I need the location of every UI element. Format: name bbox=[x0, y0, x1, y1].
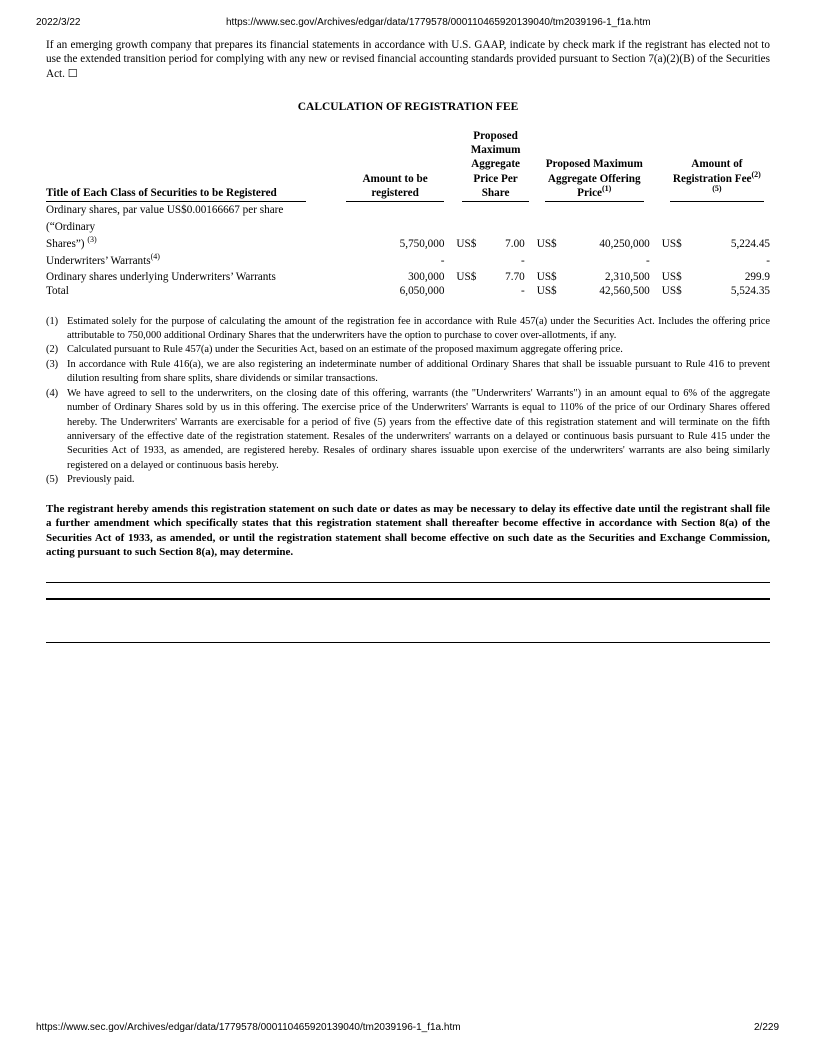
row-fee: 5,524.35 bbox=[730, 284, 770, 297]
footnote: (2) Calculated pursuant to Rule 457(a) under the Securities Act, based on an estimate of the proposed maximum aggregate offering price. bbox=[46, 344, 623, 356]
header-title: Title of Each Class of Securities to be Registered bbox=[46, 129, 306, 202]
row-amount: 6,050,000 bbox=[399, 284, 445, 297]
table-header-row bbox=[46, 129, 770, 202]
row-amount: 300,000 bbox=[408, 270, 445, 283]
row-fee: 299.9 bbox=[744, 270, 770, 283]
table-row bbox=[46, 270, 770, 284]
footnote: (4) We have agreed to sell to the underwriters, on the closing date of this offering, warrants (the "Underwriters' Warrants") in an amount equal to 6% of the aggregate number of Ordinary Shares sold by us in this offering. The exercise price of the Underwriters' Warrants is equal to 110% of the price of our Ordinary Shares offered hereby. The Underwriters' Warrants are exercisable for a period of five (5) years from the effective date of this registration statement and will terminate on the fifth anniversary of the effective date of the registration statement. Resales of the underwriters' warrants on a delayed or continuous basis pursuant to Rule 415 under the Securities Act of 1933, as amended, are registered hereby. Resales of ordinary shares issuable upon exercise of the underwriters' warrants are also being similarly registered on a delayed or continuous basis hereby. bbox=[46, 387, 770, 471]
row-price-per-share: - bbox=[521, 254, 525, 267]
divider bbox=[46, 642, 770, 643]
row-max-offering: 40,250,000 bbox=[599, 237, 650, 250]
row-title: Total bbox=[46, 284, 69, 297]
row-amount: 5,750,000 bbox=[399, 237, 445, 250]
row-max-offering: 2,310,500 bbox=[605, 270, 650, 283]
row-title: Ordinary shares, par value US$0.00166667 per share (“Ordinary Shares”) $^{(3)}$ bbox=[46, 203, 284, 250]
row-currency: US$ bbox=[661, 270, 682, 283]
table-title: CALCULATION OF REGISTRATION FEE bbox=[297, 101, 519, 114]
row-currency: US$ bbox=[456, 237, 477, 250]
header-price-per-share: Proposed Maximum Aggregate Price Per Share bbox=[444, 129, 524, 202]
footnote: (3) In accordance with Rule 416(a), we are also registering an indeterminate number of additional Ordinary Shares that shall be issuable pursuant to Rule 416 to prevent dilution resulting from share splits, share dividends or similar transactions. bbox=[46, 358, 770, 385]
document-body bbox=[46, 38, 770, 560]
row-max-offering: - bbox=[646, 254, 650, 267]
print-header-url: https://www.sec.gov/Archives/edgar/data/1779578/000110465920139040/tm2039196-1_f1a.htm bbox=[226, 17, 651, 28]
emerging-growth-statement: If an emerging growth company that prepares its financial statements in accordance with U.S. GAAP, indicate by check mark if the registrant has elected not to use the extended transition period for complying with any new or revised financial accounting standards provided pursuant to Section 7(a)(2)(B) of the Securities Act. ☐ bbox=[46, 39, 770, 80]
divider bbox=[46, 582, 770, 583]
footnote: (5) Previously paid. bbox=[46, 474, 135, 486]
divider bbox=[46, 598, 770, 600]
row-fee: 5,224.45 bbox=[730, 237, 770, 250]
table-row bbox=[46, 253, 770, 270]
table-row bbox=[46, 202, 770, 253]
row-currency: US$ bbox=[661, 284, 682, 297]
row-currency: US$ bbox=[536, 270, 557, 283]
row-price-per-share: - bbox=[521, 284, 525, 297]
print-date: 2022/3/22 bbox=[36, 17, 81, 28]
header-amount: Amount to be registered bbox=[306, 129, 445, 202]
row-price-per-share: 7.00 bbox=[505, 237, 525, 250]
header-fee: Amount of Registration Fee$^{(2)(5)}$ bbox=[650, 129, 770, 202]
row-max-offering: 42,560,500 bbox=[599, 284, 650, 297]
row-currency: US$ bbox=[661, 237, 682, 250]
row-fee: - bbox=[766, 254, 770, 267]
header-max-offering: Proposed Maximum Aggregate Offering Price$^{(1)}$ bbox=[525, 129, 650, 202]
row-amount: - bbox=[440, 254, 445, 267]
registration-fee-table bbox=[46, 129, 770, 298]
table-row-total bbox=[46, 284, 770, 298]
print-footer-url: https://www.sec.gov/Archives/edgar/data/1779578/000110465920139040/tm2039196-1_f1a.htm bbox=[36, 1022, 461, 1033]
row-price-per-share: 7.70 bbox=[505, 270, 525, 283]
footnote: (1) Estimated solely for the purpose of calculating the amount of the registration fee in accordance with Rule 457(a) under the Securities Act. Includes the offering price attributable to 750,000 additional Ordinary Shares that the underwriters have the option to purchase to cover over-allotments, if any. bbox=[46, 315, 770, 342]
checkbox-icon[interactable]: ☐ bbox=[67, 66, 78, 80]
row-currency: US$ bbox=[536, 284, 557, 297]
row-title: Ordinary shares underlying Underwriters’ Warrants bbox=[46, 270, 276, 283]
page-number: 2/229 bbox=[754, 1022, 780, 1033]
row-title: Underwriters’ Warrants$^{(4)}$ bbox=[46, 251, 160, 267]
row-currency: US$ bbox=[456, 270, 477, 283]
row-currency: US$ bbox=[536, 237, 557, 250]
footnotes bbox=[46, 315, 770, 488]
delaying-amendment: The registrant hereby amends this registration statement on such date or dates as may be necessary to delay its effective date until the registrant shall file a further amendment which specifically states that this registration statement shall thereafter become effective in accordance with Section 8(a) of the Securities Act of 1933, as amended, or until the registration statement shall become effective on such date as the Securities and Exchange Commission, acting pursuant to such Section 8(a), may determine. bbox=[46, 502, 770, 559]
